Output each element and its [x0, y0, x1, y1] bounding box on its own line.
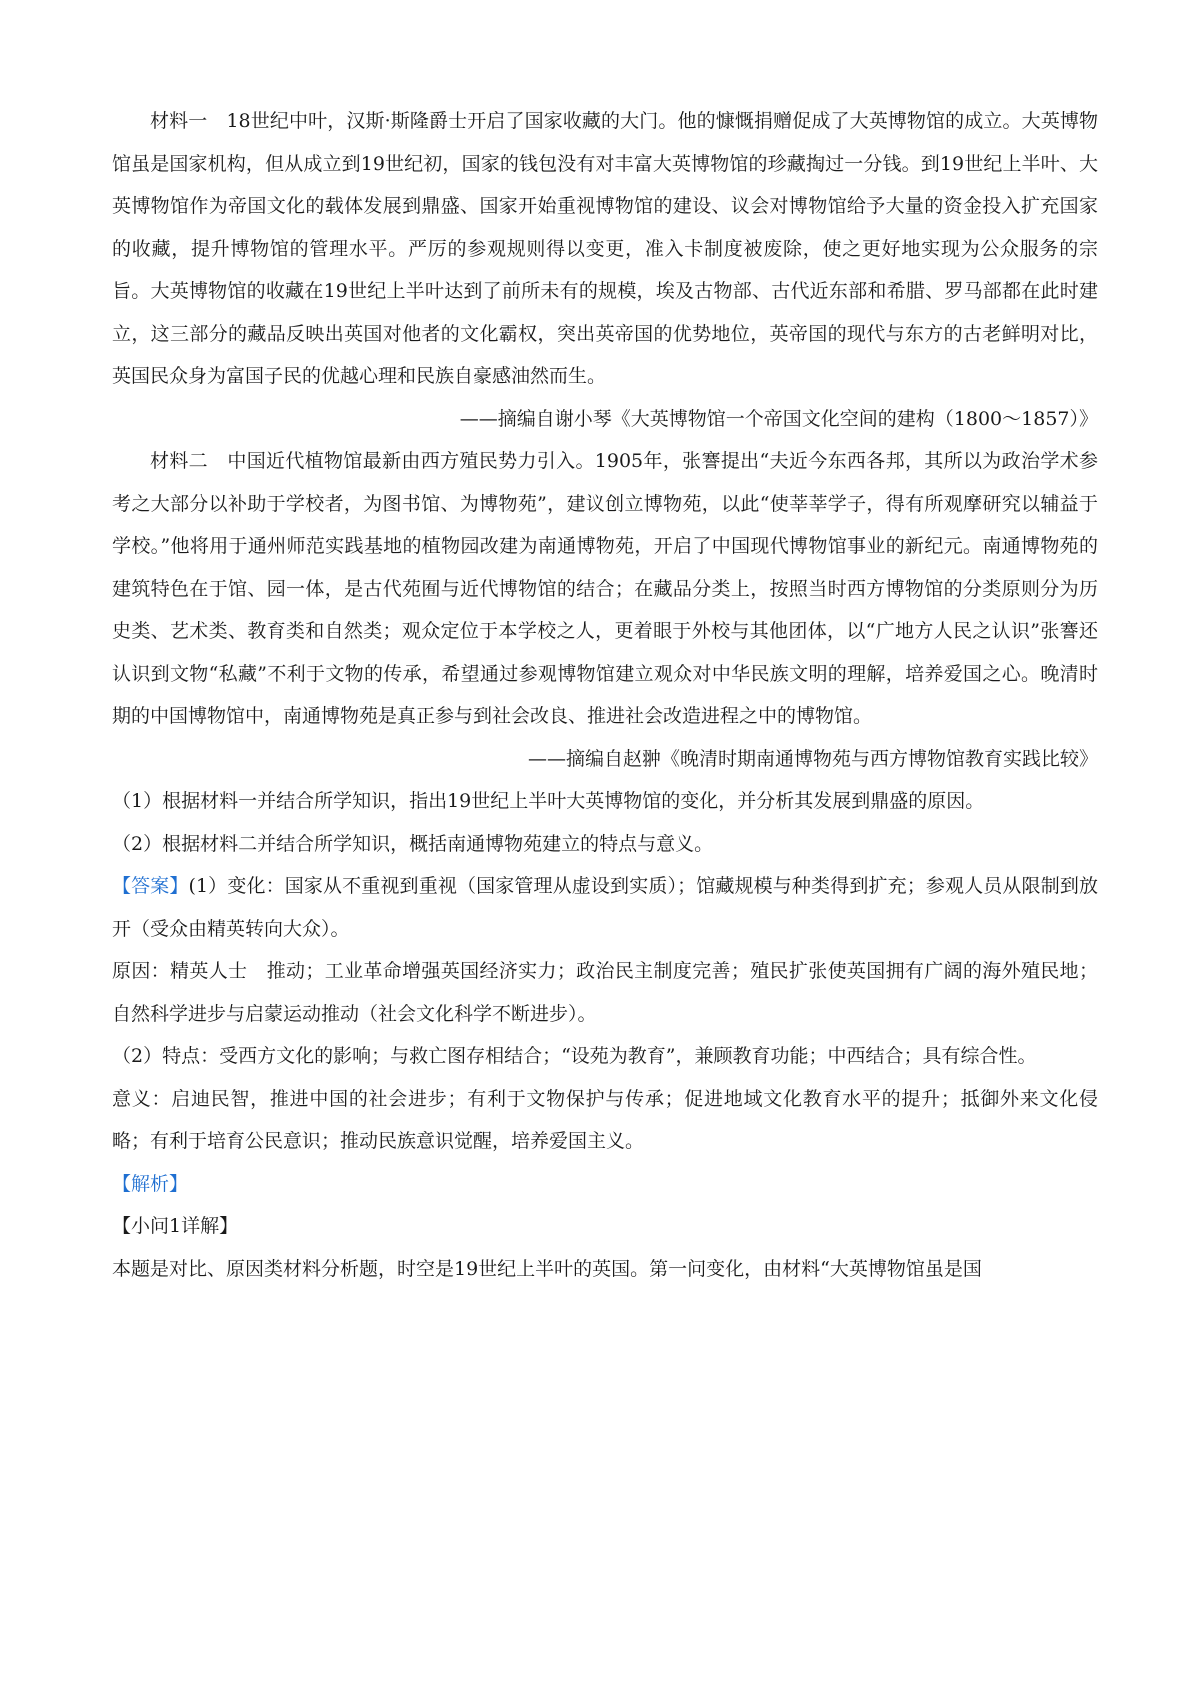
material-one-text: 材料一 18世纪中叶，汉斯·斯隆爵士开启了国家收藏的大门。他的慷慨捐赠促成了大英博物馆的成立。大英博物馆虽是国家机构，但从成立到19世纪初，国家的钱包没有对丰富大英博物馆的珍藏掏过一分钱。到19世纪上半叶、大英博物馆作为帝国文化的载体发展到鼎盛、国家开始重视博物馆的建设、议会对博物馆给予大量的资金投入扩充国家的收藏，提升博物馆的管理水平。严厉的参观规则得以变更，准入卡制度被废除，使之更好地实现为公众服务的宗旨。大英博物馆的收藏在19世纪上半叶达到了前所未有的规模，埃及古物部、古代近东部和希腊、罗马部都在此时建立，这三部分的藏品反映出英国对他者的文化霸权，突出英帝国的优势地位，英帝国的现代与东方的古老鲜明对比，英国民众身为富国子民的优越心理和民族自豪感油然而生。: [112, 110, 1098, 387]
answer-change-text: (1）变化：国家从不重视到重视（国家管理从虚设到实质）；馆藏规模与种类得到扩充；参观人员从限制到放开（受众由精英转向大众）。: [112, 875, 1098, 940]
analysis-label: 【解析】: [112, 1172, 189, 1195]
question-one: （1）根据材料一并结合所学知识，指出19世纪上半叶大英博物馆的变化，并分析其发展到鼎盛的原因。: [112, 790, 985, 812]
answer-part-two-feature: （2）特点：受西方文化的影响；与救亡图存相结合；“设苑为教育”，兼顾教育功能；中西结合；具有综合性。: [112, 1045, 1037, 1067]
analysis-subquestion-text: 本题是对比、原因类材料分析题，时空是19世纪上半叶的英国。第一问变化，由材料“大英博物馆虽是国: [112, 1257, 982, 1280]
answer-part-one-reason: 原因：精英人士 推动；工业革命增强英国经济实力；政治民主制度完善；殖民扩张使英国拥有广阔的海外殖民地；自然科学进步与启蒙运动推动（社会文化科学不断进步）。: [112, 960, 1098, 1025]
analysis-subquestion-title: 【小问1详解】: [112, 1215, 239, 1237]
answer-part-two-meaning: 意义：启迪民智，推进中国的社会进步；有利于文物保护与传承；促进地域文化教育水平的提升；抵御外来文化侵略；有利于培育公民意识；推动民族意识觉醒，培养爱国主义。: [112, 1087, 1098, 1152]
question-two: （2）根据材料二并结合所学知识，概括南通博物苑建立的特点与意义。: [112, 832, 714, 855]
material-two-text: 材料二 中国近代植物馆最新由西方殖民势力引入。1905年，张謇提出“夫近今东西各邦，其所以为政治学术参考之大部分以补助于学校者，为图书馆、为博物苑”，建议创立博物苑，以此“使莘莘学子，得有所观摩研究以辅益于学校。”他将用于通州师范实践基地的植物园改建为南通博物苑，开启了中国现代博物馆事业的新纪元。南通博物苑的建筑特色在于馆、园一体，是古代苑囿与近代博物馆的结合；在藏品分类上，按照当时西方博物馆的分类原则分为历史类、艺术类、教育类和自然类；观众定位于本学校之人，更着眼于外校与其他团体，以“广地方人民之认识”张謇还认识到文物“私藏”不利于文物的传承，希望通过参观博物馆建立观众对中华民族文明的理解，培养爱国之心。晚清时期的中国博物馆中，南通博物苑是真正参与到社会改良、推进社会改造进程之中的博物馆。: [112, 450, 1098, 727]
material-one-source: ——摘编自谢小琴《大英博物馆一个帝国文化空间的建构（1800～1857）》: [459, 407, 1098, 430]
answer-part-one-change: [112, 865, 1098, 950]
document-page: [112, 100, 1098, 1290]
material-two-source: ——摘编自赵翀《晚清时期南通博物苑与西方博物馆教育实践比较》: [527, 747, 1098, 770]
answer-label: 【答案】: [112, 875, 189, 897]
